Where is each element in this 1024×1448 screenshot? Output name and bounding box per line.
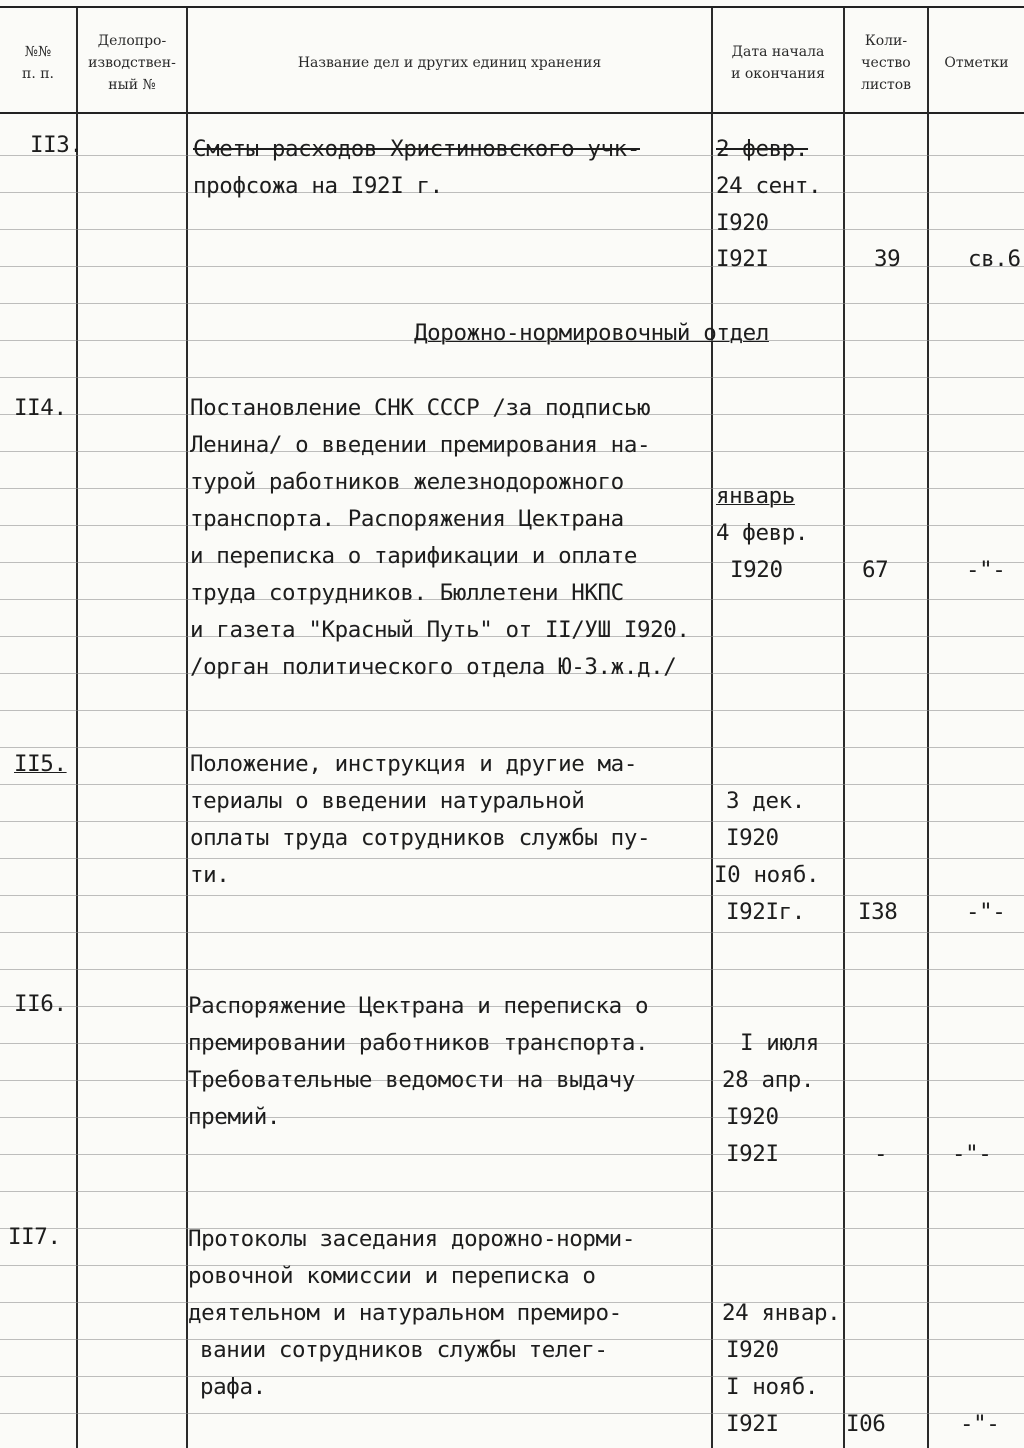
- row-114-title-line-3: турой работников железнодорожного: [190, 469, 624, 495]
- section-heading: Дорожно-нормировочный отдел: [414, 320, 769, 346]
- row-114-date-start: январь: [716, 483, 795, 509]
- row-113-notes: св.6: [968, 246, 1021, 272]
- row-116-title-line-4: премий.: [188, 1104, 281, 1130]
- column-divider-dates: [843, 8, 845, 1448]
- row-116-notes: -"-: [952, 1141, 992, 1167]
- ruled-line: [0, 1117, 1024, 1118]
- row-116-title-line-2: премировании работников транспорта.: [188, 1030, 649, 1056]
- row-116-year-start: I920: [726, 1104, 779, 1130]
- ruled-line: [0, 192, 1024, 193]
- row-115-year-end: I92Iг.: [726, 899, 805, 925]
- row-115-sheets: I38: [858, 899, 898, 925]
- column-divider-title: [711, 8, 713, 1448]
- row-113-year-start: I920: [716, 210, 769, 236]
- ruled-line: [0, 266, 1024, 267]
- row-114-title-line-8: /орган политического отдела Ю-З.ж.д./: [190, 654, 677, 680]
- row-117-date-end: I нояб.: [726, 1374, 819, 1400]
- row-114-year: I920: [730, 557, 783, 583]
- row-117-number: II7.: [8, 1224, 61, 1250]
- ruled-line: [0, 969, 1024, 970]
- row-114-sheets: 67: [862, 557, 889, 583]
- row-115-date-start: 3 дек.: [726, 788, 805, 814]
- row-116-title-line-3: Требовательные ведомости на выдачу: [188, 1067, 635, 1093]
- column-divider-num: [76, 8, 78, 1448]
- ruled-line: [0, 932, 1024, 933]
- row-113-year-end: I92I: [716, 246, 769, 272]
- top-border: [0, 6, 1024, 8]
- row-113-sheets: 39: [874, 246, 901, 272]
- ruled-line: [0, 377, 1024, 378]
- header-office-number: Делопро- изводствен- ный №: [88, 33, 176, 93]
- row-116-title-line-1: Распоряжение Цектрана и переписка о: [188, 993, 649, 1019]
- ruled-line: [0, 858, 1024, 859]
- row-117-notes: -"-: [960, 1411, 1000, 1437]
- row-113-date-end: 24 сент.: [716, 173, 822, 199]
- header-notes: Отметки: [944, 55, 1009, 71]
- ruled-line: [0, 1191, 1024, 1192]
- header-bottom-border: [0, 112, 1024, 114]
- row-116-year-end: I92I: [726, 1141, 779, 1167]
- row-115-title-line-1: Положение, инструкция и другие ма-: [190, 751, 637, 777]
- row-114-number: II4.: [14, 395, 67, 421]
- row-115-number: II5.: [14, 751, 67, 777]
- row-115-title-line-2: териалы о введении натуральной: [190, 788, 585, 814]
- row-115-notes: -"-: [966, 899, 1006, 925]
- row-116-date-start: I июля: [740, 1030, 819, 1056]
- row-114-notes: -"-: [966, 557, 1006, 583]
- row-113-title-line-2: профсожа на I92I г.: [193, 173, 443, 199]
- row-115-year-start: I920: [726, 825, 779, 851]
- ruled-line: [0, 229, 1024, 230]
- row-114-title-line-4: транспорта. Распоряжения Цектрана: [190, 506, 624, 532]
- ruled-line: [0, 710, 1024, 711]
- row-114-title-line-5: и переписка о тарификации и оплате: [190, 543, 637, 569]
- row-114-date-end: 4 февр.: [716, 520, 809, 546]
- row-117-title-line-4: вании сотрудников службы телег-: [200, 1337, 608, 1363]
- row-115-title-line-4: ти.: [190, 862, 230, 888]
- row-114-title-line-1: Постановление СНК СССР /за подписью: [190, 395, 651, 421]
- ruled-line: [0, 1154, 1024, 1155]
- row-115-title-line-3: оплаты труда сотрудников службы пу-: [190, 825, 651, 851]
- row-115-date-end: I0 нояб.: [714, 862, 820, 888]
- row-116-number: II6.: [14, 991, 67, 1017]
- row-113-number: II3.: [30, 132, 83, 158]
- header-title: Название дел и других единиц хранения: [297, 55, 602, 71]
- column-divider-sheets: [927, 8, 929, 1448]
- row-117-sheets: I06: [846, 1411, 886, 1437]
- row-114-title-line-6: труда сотрудников. Бюллетени НКПС: [190, 580, 624, 606]
- row-114-title-line-2: Ленина/ о введении премирования на-: [190, 432, 651, 458]
- row-113-date-start: 2 февр.: [716, 136, 809, 162]
- row-114-title-line-7: и газета "Красный Путь" от II/УШ I920.: [190, 617, 690, 643]
- row-117-year-end: I92I: [726, 1411, 779, 1437]
- row-117-date-start: 24 январ.: [722, 1300, 841, 1326]
- row-117-title-line-3: деятельном и натуральном премиро-: [188, 1300, 622, 1326]
- ruled-line: [0, 1376, 1024, 1377]
- row-113-title-line-1: Сметы расходов Христиновского учк-: [193, 136, 640, 162]
- row-117-title-line-1: Протоколы заседания дорожно-норми-: [188, 1226, 635, 1252]
- header-dates: Дата начала и окончания: [731, 44, 825, 82]
- row-116-sheets: -: [874, 1141, 888, 1167]
- header-num: №№ п. п.: [21, 44, 54, 82]
- row-116-date-end: 28 апр.: [722, 1067, 815, 1093]
- row-117-year-start: I920: [726, 1337, 779, 1363]
- row-117-title-line-2: ровочной комиссии и переписка о: [188, 1263, 596, 1289]
- ruled-line: [0, 303, 1024, 304]
- header-sheets: Коли- чество листов: [860, 33, 912, 93]
- row-117-title-line-5: рафа.: [200, 1374, 266, 1400]
